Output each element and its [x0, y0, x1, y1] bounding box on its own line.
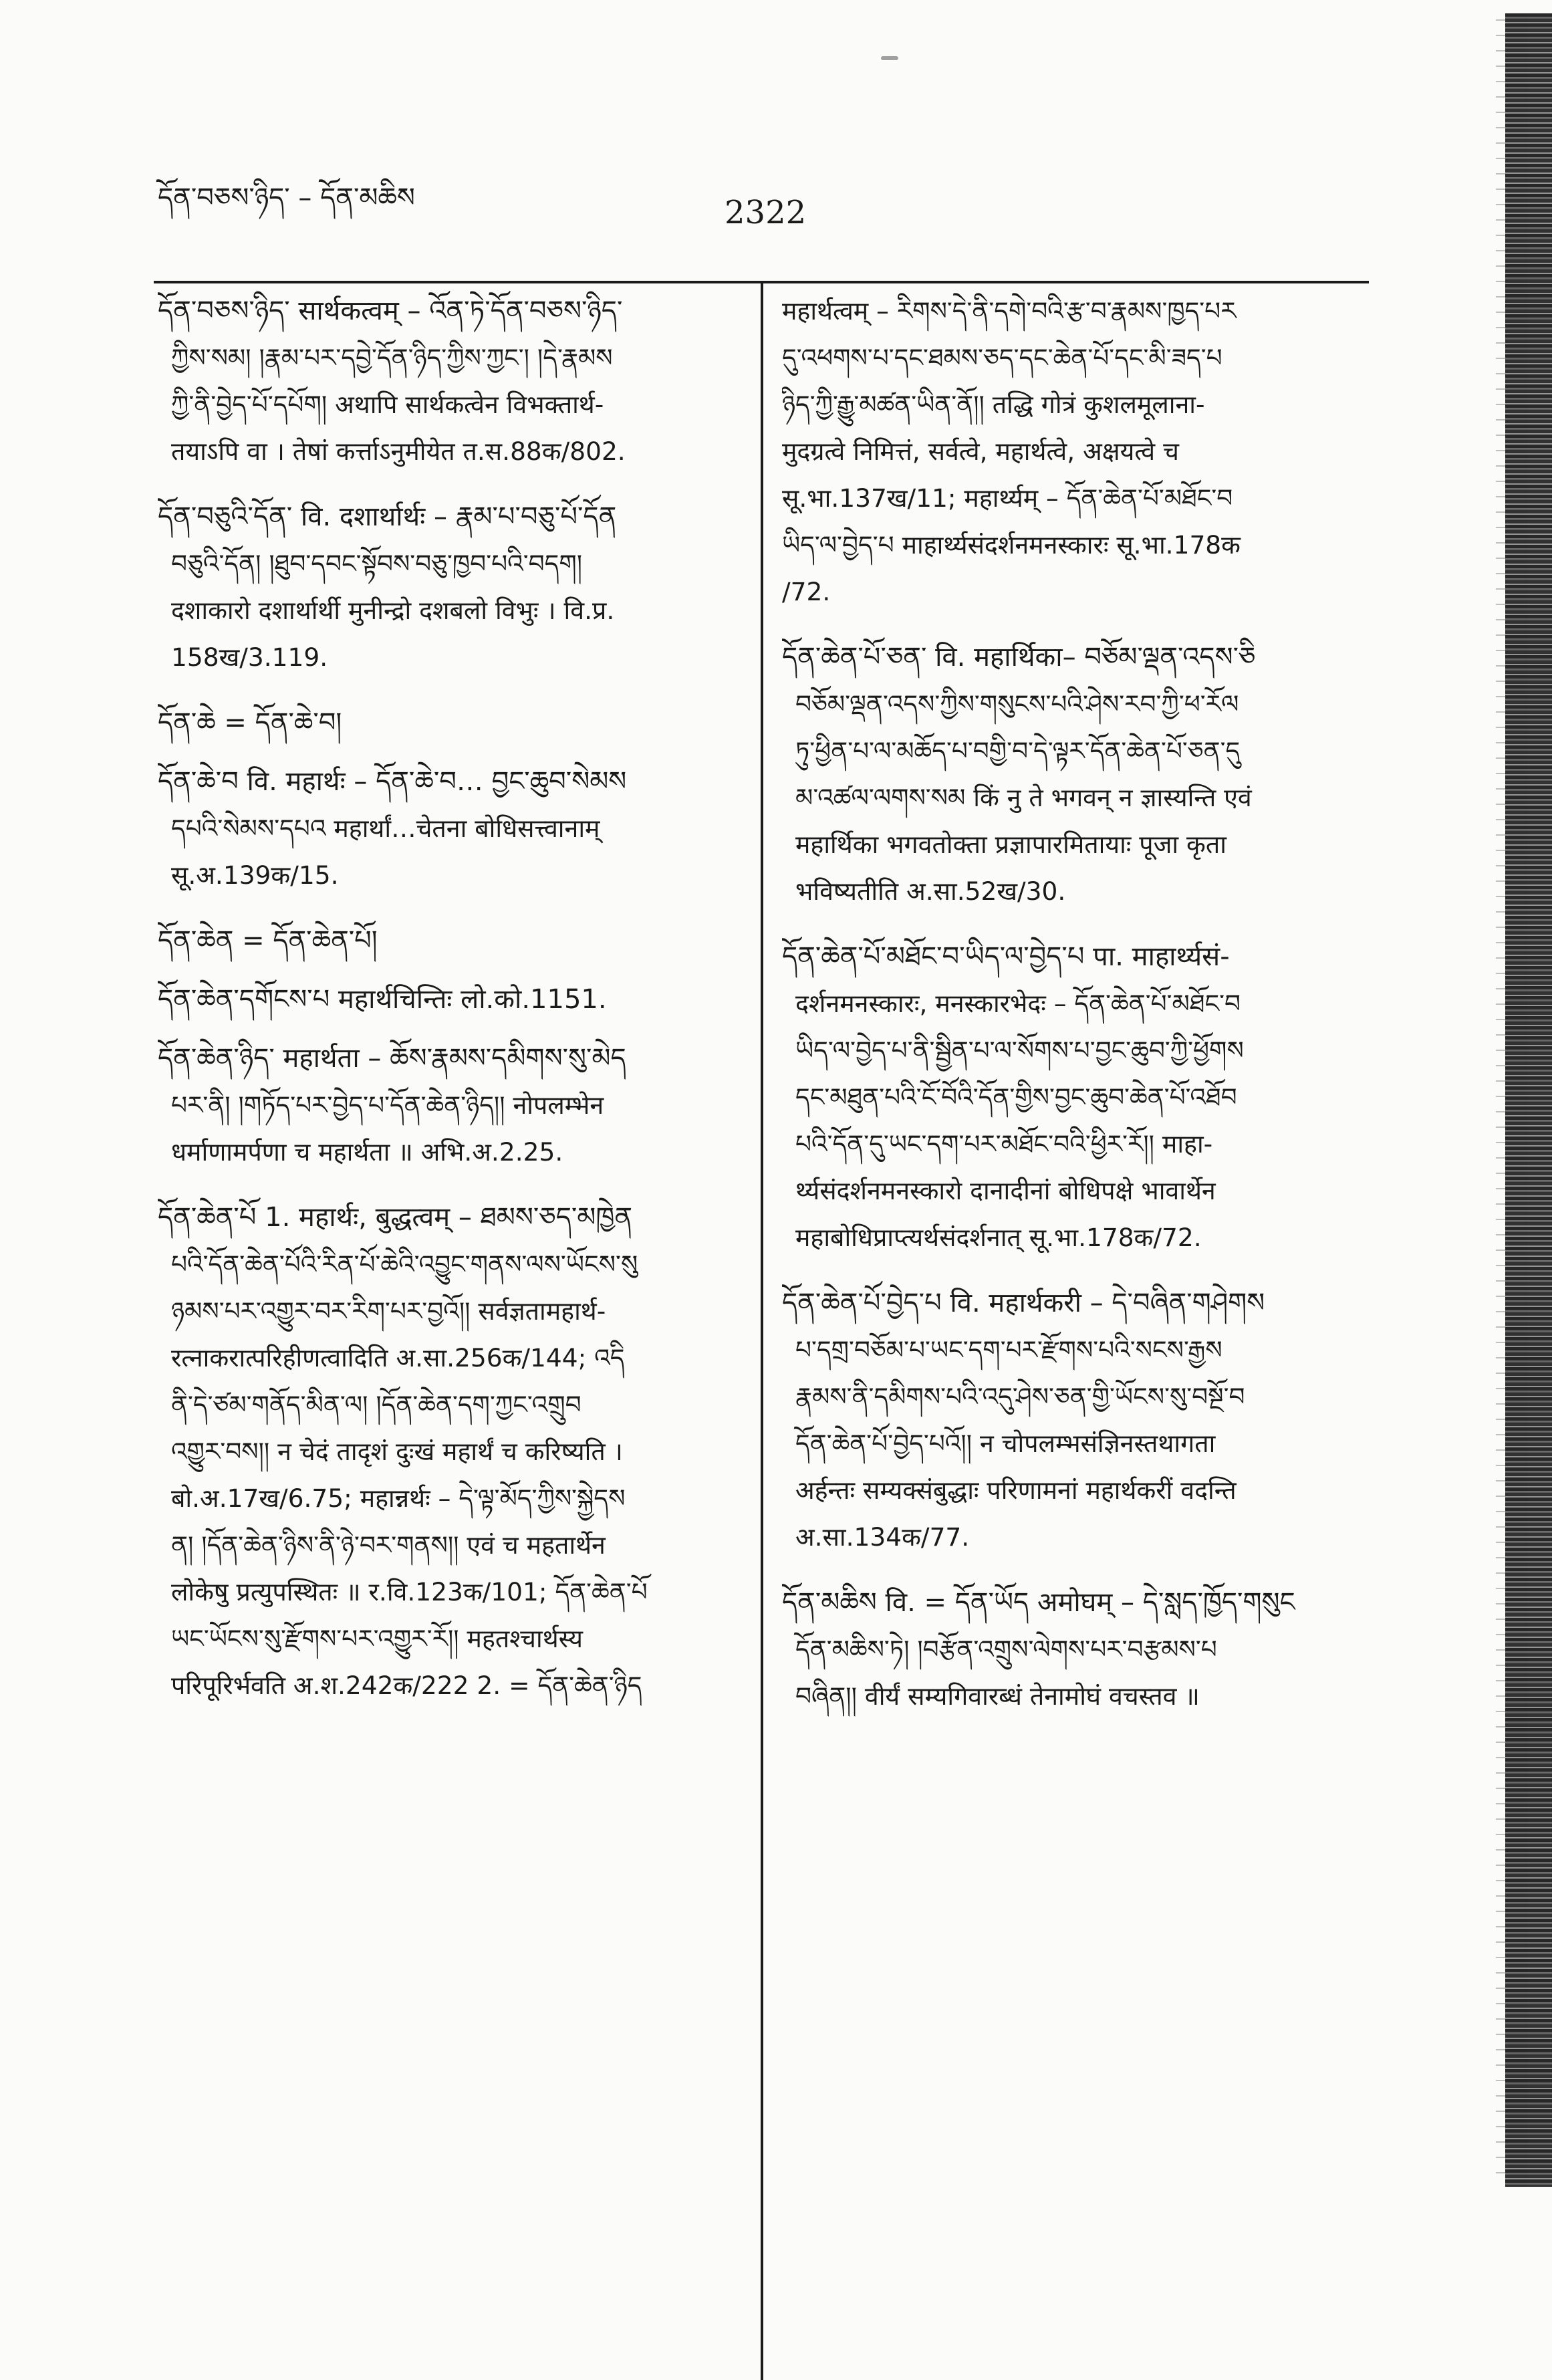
entry-line: सू.भा.137ख/11; महार्थ्यम् – དོན་ཆེན་པོ་མཐོང་བ	[782, 483, 1233, 513]
entry-line: འགྱུར་བས།། न चेदं तादृशं दुःखं महार्थं च करिष्यति ।	[171, 1437, 623, 1466]
dictionary-entry	[158, 493, 746, 681]
entry-headword: དོན་ཆེན་པོ་ཅན་ वि. महार्थिका– བཅོམ་ལྡན་འདས་ཅི	[782, 642, 1256, 673]
entry-line: धर्माणामर्पणा च महार्थता ॥ अभि.अ.2.25.	[171, 1137, 563, 1167]
entry-line: अर्हन्तः सम्यक्संबुद्धाः परिणामनां महार्थकरीं वदन्ति	[795, 1475, 1237, 1505]
entry-line: ཀྱི་ནི་བྱེད་པོ་དཔོག། अथापि सार्थकत्वेन विभक्तार्थ-	[171, 390, 604, 419]
left-column	[158, 287, 746, 1728]
entry-line: रत्नाकरात्परिहीणत्वादिति अ.सा.256क/144; འདི	[171, 1343, 625, 1373]
entry-line: བཅུའི་དོན། །ཐུབ་དབང་སྟོབས་བཅུ་ཁྱབ་པའི་བདག།	[171, 549, 583, 578]
entry-line: དུ་འཕགས་པ་དང་ཐམས་ཅད་དང་ཆེན་པོ་དང་མི་ཟད་པ	[782, 343, 1222, 372]
entry-line: महार्थिका भगवतोक्ता प्रज्ञापारमितायाः पूजा कृता	[795, 830, 1226, 859]
entry-headword: དོན་ཆེན = དོན་ཆེན་པོ།	[158, 925, 378, 956]
entry-line: རྣམས་ནི་དམིགས་པའི་འདུ་ཤེས་ཅན་གྱི་ཡོངས་སུ་བསྔོ་བ	[795, 1382, 1245, 1411]
entry-headword: དོན་ཆེན་དགོངས་པ महार्थचिन्तिः लो.को.1151.	[158, 984, 607, 1015]
entry-line: मुदग्रत्वे निमित्तं, सर्वत्वे, महार्थत्वे, अक्षयत्वे च	[782, 437, 1179, 466]
dictionary-entry	[782, 1280, 1377, 1560]
dictionary-entry	[782, 933, 1377, 1261]
entry-line: བཞིན།། वीर्यं सम्यगिवारब्धं तेनामोघं वचस्तव ॥	[795, 1681, 1200, 1711]
entry-line: མ་འཚལ་ལགས་སམ किं नु ते भगवन् न ज्ञास्यन्ति एवं	[795, 783, 1252, 812]
scan-speck	[881, 56, 898, 60]
entry-line: /72.	[782, 577, 831, 606]
running-title: དོན་བཅས་ཉིད་ – དོན་མཆིས	[158, 183, 415, 213]
dictionary-entry	[158, 287, 746, 475]
page-number: 2322	[725, 194, 807, 231]
entry-line: भविष्यतीति अ.सा.52ख/30.	[795, 876, 1066, 906]
entry-line: परिपूरिर्भवति अ.श.242क/222 2. = དོན་ཆེན་ཉིད	[171, 1671, 642, 1700]
dictionary-entry	[158, 1194, 746, 1709]
entry-line: र्थ्यसंदर्शनमनस्कारो दानादीनां बोधिपक्षे भावार्थेन	[795, 1176, 1216, 1205]
entry-line: ན། །དོན་ཆེན་ཉིས་ནི་ཉེ་བར་གནས།། एवं च महतार्थेन	[171, 1530, 606, 1560]
entry-line: अ.सा.134क/77.	[795, 1522, 970, 1552]
entry-headword: དོན་ཆེན་པོ་མཐོང་བ་ཡིད་ལ་བྱེད་པ पा. माहार्थ्यसं-	[782, 941, 1230, 972]
entry-line: ཡིད་ལ་བྱེད་པ་ནི་སྦྱིན་པ་ལ་སོགས་པ་བྱང་ཆུབ་ཀྱི་ཕྱོགས	[795, 1036, 1244, 1065]
entry-headword: དོན་མཆིས वि. = དོན་ཡོད अमोघम् – དེ་སླད་ཁྱོད་གསུང	[782, 1587, 1295, 1618]
dictionary-entry	[158, 917, 746, 964]
entry-line: दर्शनमनस्कारः, मनस्कारभेदः – དོན་ཆེན་པོ་མཐོང་བ	[795, 989, 1241, 1018]
entry-line: ཡང་ཡོངས་སུ་རྫོགས་པར་འགྱུར་རོ།། महतश्चार्थस्य	[171, 1624, 584, 1653]
binding-edge	[1505, 13, 1552, 2187]
entry-line: པར་ནི། །གཏོད་པར་བྱེད་པ་དོན་ཆེན་ཉིད།། नोपलम्भेन	[171, 1090, 604, 1120]
entry-line: ཀྱིས་སམ། །རྣམ་པར་དབྱེ་དོན་ཉིད་ཀྱིས་ཀྱང་། །དེ་རྣམས	[171, 343, 613, 372]
entry-line: 158ख/3.119.	[171, 642, 328, 672]
dictionary-entry	[158, 1035, 746, 1175]
entry-line: दशाकारो दशार्थार्थी मुनीन्द्रो दशबलो विभुः । वि.प्र.	[171, 596, 615, 625]
column-divider	[761, 283, 763, 2380]
entry-line: པའི་དོན་དུ་ཡང་དག་པར་མཐོང་བའི་ཕྱིར་རོ།། माहा-	[795, 1129, 1213, 1159]
entry-headword: དོན་ཆེན་ཉིད་ महार्थता – ཆོས་རྣམས་དམིགས་སུ་མེད	[158, 1043, 626, 1074]
entry-line: དོན་ཆེན་པོ་བྱེད་པའོ།། न चोपलम्भसंज्ञिनस्तथागता	[795, 1429, 1216, 1458]
entry-line: ཉམས་པར་འགྱུར་བར་རིག་པར་བྱའོ།། सर्वज्ञतामहार्थ-	[171, 1296, 606, 1326]
entry-line: ཡིད་ལ་བྱེད་པ माहार्थ्यसंदर्शनमनस्कारः सू.भा.178क	[782, 530, 1241, 560]
entry-headword: དོན་ཆེ = དོན་ཆེ་བ།	[158, 707, 342, 738]
entry-line: བཅོམ་ལྡན་འདས་ཀྱིས་གསུངས་པའི་ཤེས་རབ་ཀྱི་ཕ་རོལ	[795, 689, 1239, 719]
dictionary-entry	[158, 758, 746, 899]
entry-line: तयाऽपि वा । तेषां कर्त्ताऽनुमीयेत त.स.88क/802.	[171, 437, 626, 466]
entry-headword: དོན་ཆེན་པོ 1. महार्थः, बुद्धत्वम् – ཐམས་ཅད་མཁྱེན	[158, 1202, 633, 1233]
entry-line: དང་མཐུན་པའི་ངོ་བོའི་དོན་གྱིས་བྱང་ཆུབ་ཆེན་པོ་འཐོབ	[795, 1082, 1237, 1112]
entry-line: དཔའི་སེམས་དཔའ महार्थां…चेतना बोधिसत्त्वानाम्	[171, 814, 600, 843]
entry-line: ཏུ་ཕྱིན་པ་ལ་མཆོད་པ་བགྱི་བ་དེ་ལྟར་དོན་ཆེན་པོ་ཅན་དུ	[795, 736, 1241, 765]
entry-line: लोकेषु प्रत्युपस्थितः ॥ र.वि.123क/101; དོན་ཆེན་པོ	[171, 1577, 648, 1606]
dictionary-entry	[782, 634, 1377, 915]
entry-line: महार्थत्वम् – རིགས་དེ་ནི་དགེ་བའི་རྩ་བ་རྣམས་ཁྱད་པར	[782, 296, 1237, 326]
entry-line: ནི་དེ་ཙམ་གནོད་མིན་ལ། །དོན་ཆེན་དག་ཀྱང་འགྲུབ	[171, 1390, 581, 1419]
entry-line: सू.अ.139क/15.	[171, 860, 339, 890]
entry-line: དོན་མཆིས་ཏེ། །བརྩོན་འགྲུས་ལེགས་པར་བརྩམས་པ	[795, 1635, 1217, 1664]
entry-line: པ་དགྲ་བཅོམ་པ་ཡང་དག་པར་རྫོགས་པའི་སངས་རྒྱས	[795, 1335, 1222, 1364]
entry-line: महाबोधिप्राप्त्यर्थसंदर्शनात् सू.भा.178क/72.	[795, 1223, 1202, 1252]
dictionary-entry	[782, 287, 1377, 615]
entry-headword: དོན་བཅུའི་དོན་ वि. दशार्थार्थः – རྣམ་པ་བཅུ་པོ་དོན	[158, 501, 617, 532]
dictionary-entry	[158, 976, 746, 1023]
entry-line: बो.अ.17ख/6.75; महान्नर्थः – དེ་ལྟ་མོད་ཀྱིས་སྐྱེདས	[171, 1483, 626, 1513]
entry-line: ཉིད་ཀྱི་རྒྱུ་མཚན་ཡིན་ནོ།། तद्धि गोत्रं कुशलमूलाना-	[782, 390, 1205, 419]
dictionary-entry	[158, 699, 746, 746]
dictionary-entry	[782, 1579, 1377, 1719]
entry-line: པའི་དོན་ཆེན་པོའི་རིན་པོ་ཆེའི་འབྱུང་གནས་ལས་ཡོངས་སུ	[171, 1250, 638, 1279]
entry-headword: དོན་ཆེ་བ वि. महार्थः – དོན་ཆེ་བ… བྱང་ཆུབ་སེམས	[158, 766, 627, 797]
right-column	[782, 287, 1377, 1738]
entry-headword: དོན་བཅས་ཉིད་ सार्थकत्वम् – འོན་ཏེ་དོན་བཅས་ཉིད་	[158, 295, 623, 326]
entry-headword: དོན་ཆེན་པོ་བྱེད་པ वि. महार्थकरी – དེ་བཞིན་གཤེགས	[782, 1288, 1265, 1318]
